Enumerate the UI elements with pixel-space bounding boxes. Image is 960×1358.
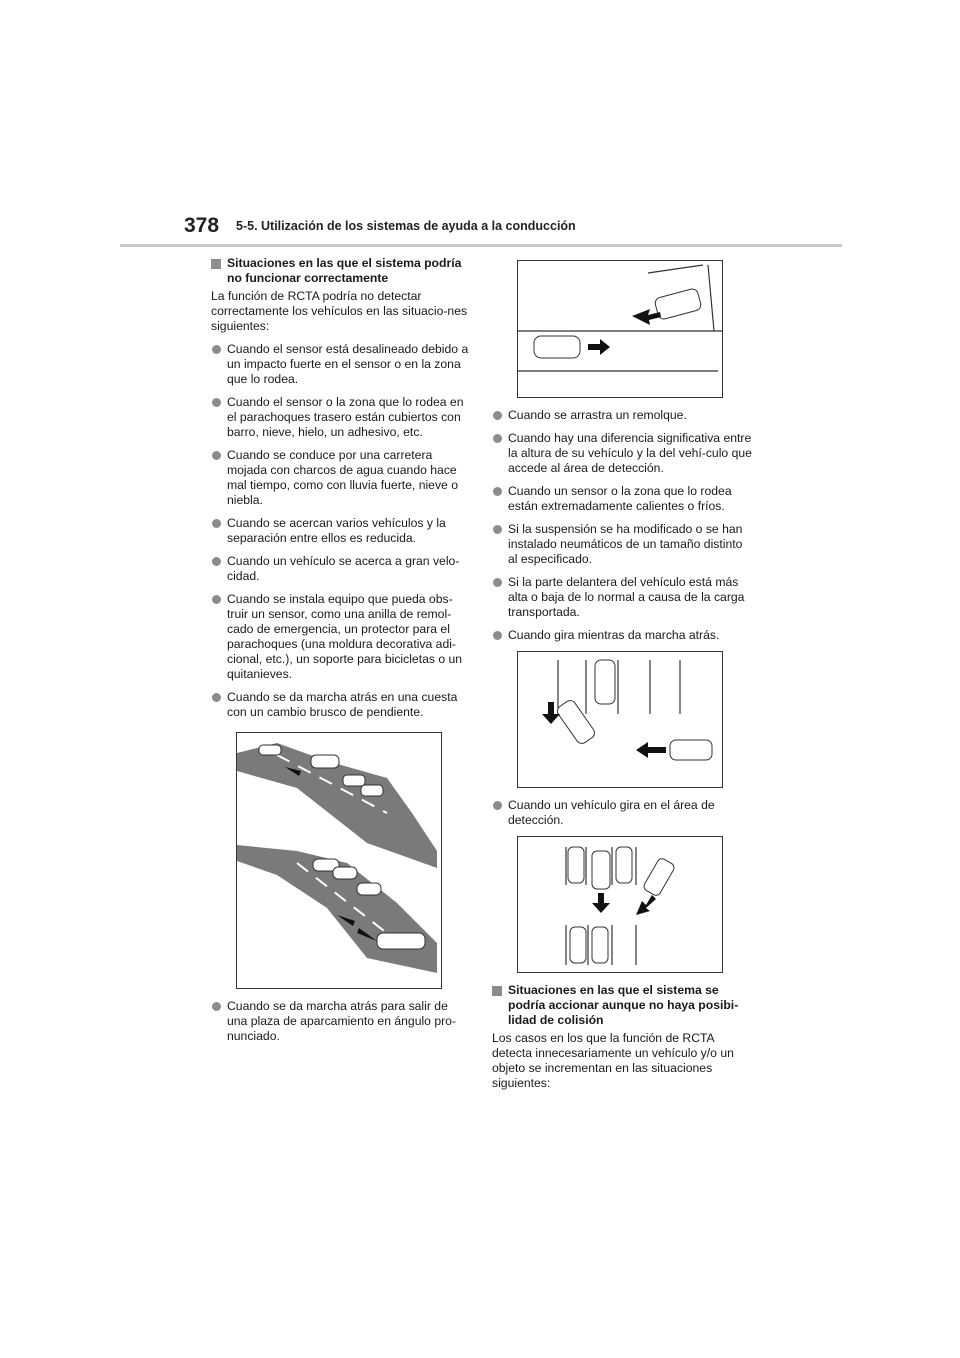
list-item: Si la suspensión se ha modificado o se han instalado neumáticos de un tamaño distinto al especificado. [492,522,752,567]
circle-bullet-icon [493,525,502,534]
left-column [211,256,471,1052]
circle-bullet-icon [493,434,502,443]
circle-bullet-icon [212,451,221,460]
paragraph: Los casos en los que la función de RCTA detecta innecesariamente un vehículo y/o un objeto se incrementan en las situaciones siguientes: [492,1031,734,1090]
circle-bullet-icon [212,1002,221,1011]
slope-illustration [236,732,442,989]
circle-bullet-icon [212,595,221,604]
circle-bullet-icon [493,578,502,587]
circle-bullet-icon [212,693,221,702]
circle-bullet-icon [212,557,221,566]
page-number: 378 [184,214,220,237]
section-heading-2 [492,983,752,1028]
right-column [492,256,752,1099]
list-item: Cuando se acercan varios vehículos y la separación entre ellos es reducida. [211,516,471,546]
vehicle-turning-svg [518,837,722,972]
list-item: Cuando se da marcha atrás para salir de una plaza de aparcamiento en ángulo pro-nunciado. [211,999,471,1044]
vehicle-turning-illustration [517,836,723,973]
heading-text: Situaciones en las que el sistema se podría accionar aunque no haya posibi-lidad de colisión [508,983,739,1027]
turning-reverse-svg [518,652,722,787]
square-bullet-icon [211,259,221,269]
list-item: Cuando el sensor o la zona que lo rodea en el parachoques trasero están cubiertos con barro, nieve, hielo, un adhesivo, etc. [211,395,471,440]
circle-bullet-icon [493,487,502,496]
header-rule [120,244,842,247]
list-item: Cuando hay una diferencia significativa entre la altura de su vehículo y la del vehí-culo que accede al área de detección. [492,431,752,476]
angled-parking-svg [518,261,722,397]
circle-bullet-icon [212,398,221,407]
list-item: Cuando se instala equipo que pueda obs-truir un sensor, como una anilla de remol-cado de emergencia, un protector para el parachoques (una moldura decorativa adi-cional, etc.), un soporte para bicicletas o un quitanieves. [211,592,471,682]
circle-bullet-icon [493,801,502,810]
turning-reverse-illustration [517,651,723,788]
square-bullet-icon [492,986,502,996]
heading-text: Situaciones en las que el sistema podría no funcionar correctamente [227,256,462,285]
circle-bullet-icon [493,631,502,640]
list-item: Cuando un sensor o la zona que lo rodea están extremadamente calientes o fríos. [492,484,752,514]
list-item: Cuando el sensor está desalineado debido a un impacto fuerte en el sensor o en la zona que lo rodea. [211,342,471,387]
list-item: Cuando se da marcha atrás en una cuesta con un cambio brusco de pendiente. [211,690,471,720]
intro-paragraph: La función de RCTA podría no detectar correctamente los vehículos en las situacio-nes siguientes: [211,289,468,333]
section-heading [211,256,471,286]
circle-bullet-icon [212,345,221,354]
section-title: 5-5. Utilización de los sistemas de ayuda a la conducción [236,219,576,233]
circle-bullet-icon [493,411,502,420]
slope-illustration-svg [237,733,441,988]
list-item: Cuando se arrastra un remolque. [492,408,752,423]
circle-bullet-icon [212,519,221,528]
angled-parking-illustration [517,260,723,398]
list-item: Cuando un vehículo gira en el área de detección. [492,798,752,828]
list-item: Cuando gira mientras da marcha atrás. [492,628,752,643]
list-item: Cuando se conduce por una carretera mojada con charcos de agua cuando hace mal tiempo, como con lluvia fuerte, nieve o niebla. [211,448,471,508]
list-item: Cuando un vehículo se acerca a gran velo-cidad. [211,554,471,584]
list-item: Si la parte delantera del vehículo está más alta o baja de lo normal a causa de la carga transportada. [492,575,752,620]
